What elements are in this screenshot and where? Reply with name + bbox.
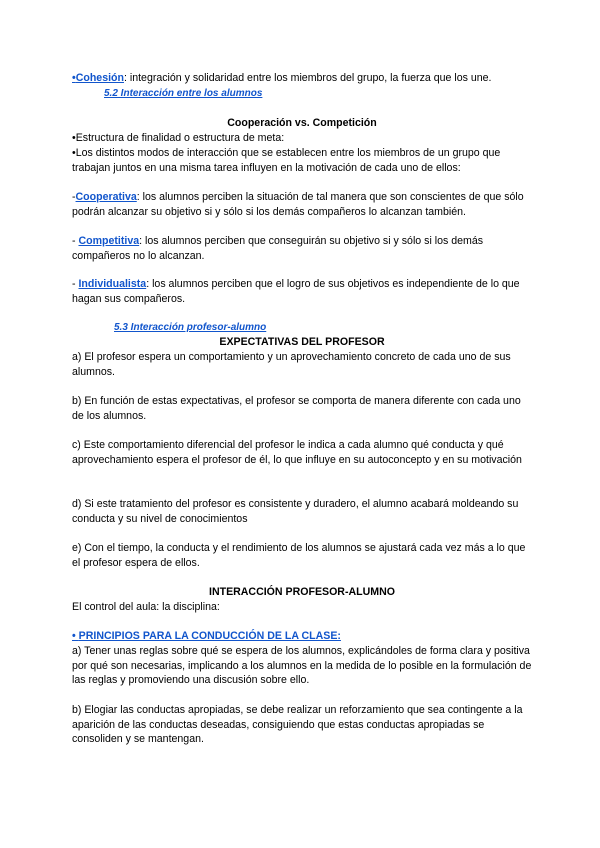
discipline-line: El control del aula: la disciplina: [72, 601, 220, 613]
mode-text: : los alumnos perciben la situación de tal manera que son conscientes de que sólo podrán alcanzar su objetivo si y sólo si los demás compañeros lo alcanzan también. [72, 191, 524, 218]
mode-cooperativa [72, 190, 532, 219]
section-5-2-link[interactable]: 5.2 Interacción entre los alumnos [104, 88, 263, 99]
expectation-item: a) El profesor espera un comportamiento y un aprovechamiento concreto de cada uno de sus alumnos. [72, 351, 511, 378]
mode-text: : los alumnos perciben que conseguirán su objetivo si y sólo si los demás compañeros no lo alcanzan. [72, 235, 484, 262]
mode-prefix: - [72, 278, 79, 290]
intro-line-1: •Estructura de finalidad o estructura de meta: [72, 132, 285, 144]
principles-heading-link[interactable]: PRINCIPIOS PARA LA CONDUCCIÓN DE LA CLASE: [78, 630, 341, 642]
individualista-term-link[interactable]: Individualista [78, 278, 147, 290]
cohesion-paragraph [72, 71, 532, 86]
expectation-item: c) Este comportamiento diferencial del profesor le indica a cada alumno qué conducta y qué aprovechamiento espera el profesor de él, lo que influye en su autoconcepto y en su motivación [72, 439, 522, 466]
cohesion-term-link[interactable]: Cohesión [75, 72, 124, 84]
section-5-3-link[interactable]: 5.3 Interacción profesor-alumno [114, 322, 267, 333]
expectation-item: e) Con el tiempo, la conducta y el rendimiento de los alumnos se ajustará cada vez más a lo que el profesor espera de ellos. [72, 542, 526, 569]
expectation-item: b) En función de estas expectativas, el profesor se comporta de manera diferente con cada uno de los alumnos. [72, 395, 521, 422]
mode-prefix: - [72, 235, 79, 247]
principles-bullet: • [72, 630, 79, 642]
expectation-item: d) Si este tratamiento del profesor es consistente y duradero, el alumno acabará moldeando su conducta y su nivel de conocimientos [72, 498, 519, 525]
intro-line-2: •Los distintos modos de interacción que se establecen entre los miembros de un grupo que trabajan juntos en una misma tarea influyen en la motivación de cada uno de ellos: [72, 147, 501, 174]
cooperation-heading: Cooperación vs. Competición [227, 117, 377, 129]
interaction-heading: INTERACCIÓN PROFESOR-ALUMNO [209, 586, 395, 598]
mode-individualista [72, 277, 532, 306]
mode-competitiva [72, 234, 532, 263]
competitiva-term-link[interactable]: Competitiva [78, 235, 140, 247]
cohesion-bullet: • [72, 72, 76, 84]
expectations-heading: EXPECTATIVAS DEL PROFESOR [219, 336, 385, 348]
cohesion-text: : integración y solidaridad entre los miembros del grupo, la fuerza que los une. [123, 72, 492, 84]
mode-text: : los alumnos perciben que el logro de sus objetivos es independiente de lo que hagan sus compañeros. [72, 278, 520, 305]
principles-heading-line [72, 629, 532, 644]
principle-item: b) Elogiar las conductas apropiadas, se debe realizar un reforzamiento que sea contingente a la aparición de las conductas deseadas, consiguiendo que estas conductas apropiadas se consoliden y se mantengan. [72, 704, 523, 746]
cooperativa-term-link[interactable]: Cooperativa [75, 191, 137, 203]
principle-item: a) Tener unas reglas sobre qué se espera de los alumnos, explicándoles de forma clara y positiva por qué son necesarias, implicando a los alumnos en la medida de lo posible en la formulación de las reglas y promoviendo una discusión sobre ello. [72, 645, 532, 687]
mode-prefix: - [72, 191, 76, 203]
